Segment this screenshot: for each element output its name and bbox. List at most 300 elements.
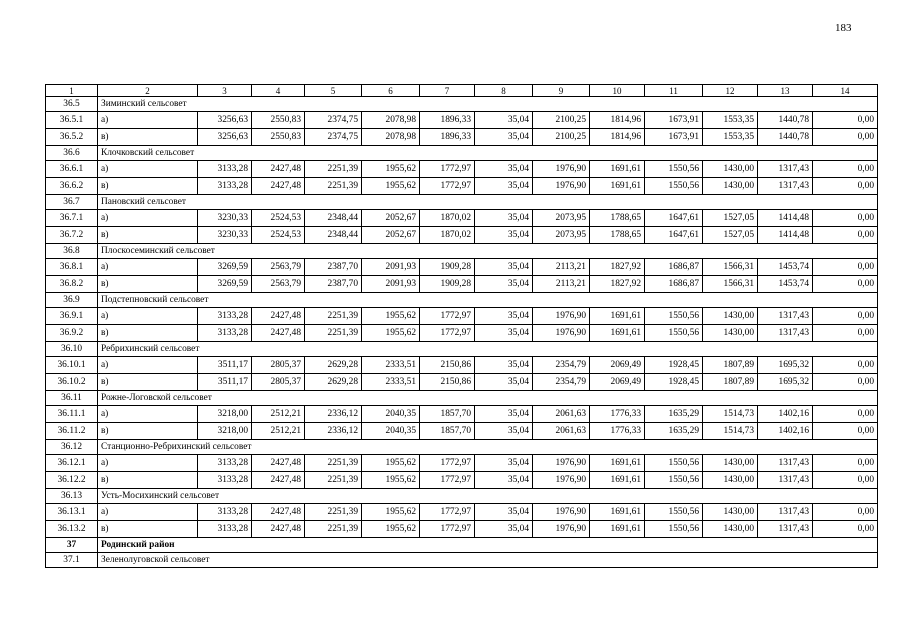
value-cell: 0,00 xyxy=(813,308,878,325)
value-cell: 1955,62 xyxy=(362,472,420,489)
table-row xyxy=(46,406,878,423)
value-cell: 2354,79 xyxy=(533,374,590,391)
value-cell: 2427,48 xyxy=(252,325,305,342)
value-cell: 1776,33 xyxy=(590,406,645,423)
value-cell: 3230,33 xyxy=(198,227,252,244)
value-cell: 1772,97 xyxy=(420,161,475,178)
section-name-cell: Подстепновский сельсовет xyxy=(98,293,878,308)
value-cell: 35,04 xyxy=(475,129,533,146)
value-cell: 1807,89 xyxy=(703,374,758,391)
row-label-cell: в) xyxy=(98,374,198,391)
value-cell: 3133,28 xyxy=(198,455,252,472)
value-cell: 0,00 xyxy=(813,521,878,538)
value-cell: 3133,28 xyxy=(198,325,252,342)
value-cell: 0,00 xyxy=(813,374,878,391)
row-label-cell: а) xyxy=(98,504,198,521)
value-cell: 0,00 xyxy=(813,472,878,489)
section-code-cell: 36.9 xyxy=(46,293,98,308)
value-cell: 2061,63 xyxy=(533,423,590,440)
value-cell: 1976,90 xyxy=(533,161,590,178)
value-cell: 1955,62 xyxy=(362,455,420,472)
value-cell: 3133,28 xyxy=(198,504,252,521)
value-cell: 0,00 xyxy=(813,112,878,129)
value-cell: 2052,67 xyxy=(362,227,420,244)
row-code-cell: 36.7.2 xyxy=(46,227,98,244)
value-cell: 2078,98 xyxy=(362,129,420,146)
value-cell: 2040,35 xyxy=(362,406,420,423)
value-cell: 1317,43 xyxy=(758,521,813,538)
value-cell: 1430,00 xyxy=(703,521,758,538)
table-row xyxy=(46,161,878,178)
value-cell: 1955,62 xyxy=(362,178,420,195)
table-row xyxy=(46,112,878,129)
section-code-cell: 36.13 xyxy=(46,489,98,504)
table-row xyxy=(46,227,878,244)
row-code-cell: 36.13.1 xyxy=(46,504,98,521)
value-cell: 2251,39 xyxy=(305,472,362,489)
section-code-cell: 36.5 xyxy=(46,97,98,112)
value-cell: 1976,90 xyxy=(533,521,590,538)
table-row xyxy=(46,308,878,325)
section-header-row xyxy=(46,146,878,161)
value-cell: 1909,28 xyxy=(420,259,475,276)
value-cell: 3256,63 xyxy=(198,112,252,129)
value-cell: 1430,00 xyxy=(703,504,758,521)
column-number-cell: 5 xyxy=(305,85,362,97)
value-cell: 2563,79 xyxy=(252,259,305,276)
row-label-cell: а) xyxy=(98,406,198,423)
row-code-cell: 36.9.1 xyxy=(46,308,98,325)
value-cell: 2100,25 xyxy=(533,112,590,129)
value-cell: 1772,97 xyxy=(420,521,475,538)
value-cell: 2251,39 xyxy=(305,178,362,195)
value-cell: 2387,70 xyxy=(305,276,362,293)
value-cell: 1440,78 xyxy=(758,129,813,146)
table-row xyxy=(46,276,878,293)
value-cell: 1695,32 xyxy=(758,357,813,374)
section-header-row xyxy=(46,195,878,210)
value-cell: 2550,83 xyxy=(252,112,305,129)
value-cell: 2251,39 xyxy=(305,455,362,472)
value-cell: 1909,28 xyxy=(420,276,475,293)
value-cell: 1317,43 xyxy=(758,504,813,521)
value-cell: 2348,44 xyxy=(305,210,362,227)
value-cell: 35,04 xyxy=(475,325,533,342)
value-cell: 1955,62 xyxy=(362,325,420,342)
value-cell: 2805,37 xyxy=(252,357,305,374)
value-cell: 2427,48 xyxy=(252,161,305,178)
value-cell: 1647,61 xyxy=(645,227,703,244)
value-cell: 3133,28 xyxy=(198,521,252,538)
value-cell: 2052,67 xyxy=(362,210,420,227)
value-cell: 1440,78 xyxy=(758,112,813,129)
value-cell: 35,04 xyxy=(475,423,533,440)
value-cell: 1827,92 xyxy=(590,259,645,276)
section-name-cell: Зиминский сельсовет xyxy=(98,97,878,112)
value-cell: 2336,12 xyxy=(305,406,362,423)
value-cell: 0,00 xyxy=(813,325,878,342)
value-cell: 3133,28 xyxy=(198,308,252,325)
value-cell: 35,04 xyxy=(475,308,533,325)
value-cell: 3133,28 xyxy=(198,178,252,195)
value-cell: 1430,00 xyxy=(703,178,758,195)
value-cell: 1976,90 xyxy=(533,472,590,489)
value-cell: 2113,21 xyxy=(533,276,590,293)
value-cell: 1514,73 xyxy=(703,406,758,423)
value-cell: 1430,00 xyxy=(703,472,758,489)
value-cell: 1772,97 xyxy=(420,455,475,472)
value-cell: 0,00 xyxy=(813,504,878,521)
value-cell: 1317,43 xyxy=(758,472,813,489)
value-cell: 1955,62 xyxy=(362,521,420,538)
section-name-cell: Станционно-Ребрихинский сельсовет xyxy=(98,440,878,455)
value-cell: 1691,61 xyxy=(590,178,645,195)
value-cell: 1776,33 xyxy=(590,423,645,440)
row-label-cell: в) xyxy=(98,325,198,342)
row-code-cell: 36.10.1 xyxy=(46,357,98,374)
table-row xyxy=(46,357,878,374)
value-cell: 1550,56 xyxy=(645,504,703,521)
column-number-cell: 6 xyxy=(362,85,420,97)
value-cell: 3256,63 xyxy=(198,129,252,146)
value-cell: 2251,39 xyxy=(305,521,362,538)
value-cell: 1553,35 xyxy=(703,112,758,129)
value-cell: 1430,00 xyxy=(703,325,758,342)
value-cell: 0,00 xyxy=(813,259,878,276)
value-cell: 3133,28 xyxy=(198,472,252,489)
value-cell: 2073,95 xyxy=(533,210,590,227)
column-number-cell: 12 xyxy=(703,85,758,97)
section-header-row xyxy=(46,244,878,259)
row-code-cell: 36.6.1 xyxy=(46,161,98,178)
row-label-cell: в) xyxy=(98,472,198,489)
value-cell: 2091,93 xyxy=(362,276,420,293)
value-cell: 1453,74 xyxy=(758,259,813,276)
value-cell: 1317,43 xyxy=(758,178,813,195)
section-name-cell: Рожне-Логовской сельсовет xyxy=(98,391,878,406)
table-row xyxy=(46,472,878,489)
value-cell: 2387,70 xyxy=(305,259,362,276)
section-name-cell: Родинский район xyxy=(98,538,878,553)
value-cell: 2251,39 xyxy=(305,308,362,325)
value-cell: 35,04 xyxy=(475,521,533,538)
section-header-row xyxy=(46,293,878,308)
column-number-cell: 8 xyxy=(475,85,533,97)
row-label-cell: в) xyxy=(98,521,198,538)
value-cell: 2113,21 xyxy=(533,259,590,276)
value-cell: 1788,65 xyxy=(590,227,645,244)
section-header-row xyxy=(46,553,878,568)
value-cell: 1691,61 xyxy=(590,161,645,178)
value-cell: 2251,39 xyxy=(305,325,362,342)
section-code-cell: 36.11 xyxy=(46,391,98,406)
table-row xyxy=(46,455,878,472)
value-cell: 1402,16 xyxy=(758,423,813,440)
row-code-cell: 36.11.2 xyxy=(46,423,98,440)
value-cell: 35,04 xyxy=(475,161,533,178)
value-cell: 35,04 xyxy=(475,455,533,472)
value-cell: 0,00 xyxy=(813,406,878,423)
value-cell: 1870,02 xyxy=(420,227,475,244)
value-cell: 35,04 xyxy=(475,276,533,293)
value-cell: 1686,87 xyxy=(645,276,703,293)
value-cell: 1414,48 xyxy=(758,227,813,244)
value-cell: 3511,17 xyxy=(198,357,252,374)
section-name-cell: Ребрихинский сельсовет xyxy=(98,342,878,357)
row-label-cell: в) xyxy=(98,129,198,146)
table-row xyxy=(46,504,878,521)
value-cell: 3133,28 xyxy=(198,161,252,178)
value-cell: 1772,97 xyxy=(420,472,475,489)
value-cell: 35,04 xyxy=(475,112,533,129)
value-cell: 1691,61 xyxy=(590,472,645,489)
column-number-cell: 3 xyxy=(198,85,252,97)
table-row xyxy=(46,259,878,276)
value-cell: 1566,31 xyxy=(703,259,758,276)
value-cell: 3511,17 xyxy=(198,374,252,391)
value-cell: 1317,43 xyxy=(758,325,813,342)
value-cell: 1550,56 xyxy=(645,161,703,178)
value-cell: 2427,48 xyxy=(252,455,305,472)
value-cell: 1691,61 xyxy=(590,521,645,538)
value-cell: 1870,02 xyxy=(420,210,475,227)
value-cell: 2427,48 xyxy=(252,178,305,195)
row-code-cell: 36.6.2 xyxy=(46,178,98,195)
value-cell: 0,00 xyxy=(813,178,878,195)
region-header-row xyxy=(46,538,878,553)
column-number-header xyxy=(46,85,878,97)
value-cell: 0,00 xyxy=(813,227,878,244)
value-cell: 2427,48 xyxy=(252,504,305,521)
value-cell: 3230,33 xyxy=(198,210,252,227)
value-cell: 2333,51 xyxy=(362,374,420,391)
value-cell: 1686,87 xyxy=(645,259,703,276)
value-cell: 1317,43 xyxy=(758,161,813,178)
section-code-cell: 36.8 xyxy=(46,244,98,259)
value-cell: 1955,62 xyxy=(362,504,420,521)
value-cell: 2427,48 xyxy=(252,308,305,325)
value-cell: 0,00 xyxy=(813,455,878,472)
value-cell: 35,04 xyxy=(475,178,533,195)
section-code-cell: 37.1 xyxy=(46,553,98,568)
column-number-cell: 2 xyxy=(98,85,198,97)
column-number-cell: 1 xyxy=(46,85,98,97)
value-cell: 35,04 xyxy=(475,472,533,489)
value-cell: 2150,86 xyxy=(420,357,475,374)
value-cell: 1673,91 xyxy=(645,129,703,146)
value-cell: 2512,21 xyxy=(252,423,305,440)
value-cell: 1691,61 xyxy=(590,455,645,472)
column-number-cell: 13 xyxy=(758,85,813,97)
value-cell: 2354,79 xyxy=(533,357,590,374)
value-cell: 35,04 xyxy=(475,357,533,374)
section-code-cell: 36.10 xyxy=(46,342,98,357)
value-cell: 2073,95 xyxy=(533,227,590,244)
row-label-cell: а) xyxy=(98,357,198,374)
table-row xyxy=(46,423,878,440)
table-row xyxy=(46,129,878,146)
row-label-cell: в) xyxy=(98,227,198,244)
value-cell: 1772,97 xyxy=(420,308,475,325)
row-label-cell: а) xyxy=(98,161,198,178)
table-row xyxy=(46,178,878,195)
value-cell: 1691,61 xyxy=(590,325,645,342)
value-cell: 2040,35 xyxy=(362,423,420,440)
row-code-cell: 36.12.1 xyxy=(46,455,98,472)
value-cell: 1527,05 xyxy=(703,227,758,244)
row-code-cell: 36.5.2 xyxy=(46,129,98,146)
value-cell: 1857,70 xyxy=(420,406,475,423)
column-number-cell: 9 xyxy=(533,85,590,97)
value-cell: 2069,49 xyxy=(590,374,645,391)
value-cell: 1550,56 xyxy=(645,455,703,472)
value-cell: 2374,75 xyxy=(305,129,362,146)
value-cell: 0,00 xyxy=(813,161,878,178)
row-code-cell: 36.8.2 xyxy=(46,276,98,293)
column-number-cell: 11 xyxy=(645,85,703,97)
row-label-cell: а) xyxy=(98,259,198,276)
value-cell: 1635,29 xyxy=(645,406,703,423)
section-name-cell: Зеленолуговской сельсовет xyxy=(98,553,878,568)
value-cell: 1976,90 xyxy=(533,455,590,472)
value-cell: 1691,61 xyxy=(590,504,645,521)
value-cell: 1550,56 xyxy=(645,472,703,489)
row-code-cell: 36.13.2 xyxy=(46,521,98,538)
value-cell: 2251,39 xyxy=(305,161,362,178)
value-cell: 1807,89 xyxy=(703,357,758,374)
value-cell: 0,00 xyxy=(813,423,878,440)
section-name-cell: Клочковский сельсовет xyxy=(98,146,878,161)
value-cell: 2078,98 xyxy=(362,112,420,129)
value-cell: 2629,28 xyxy=(305,374,362,391)
value-cell: 1550,56 xyxy=(645,325,703,342)
value-cell: 1976,90 xyxy=(533,308,590,325)
column-number-cell: 10 xyxy=(590,85,645,97)
value-cell: 1814,96 xyxy=(590,112,645,129)
value-cell: 1414,48 xyxy=(758,210,813,227)
column-number-cell: 4 xyxy=(252,85,305,97)
value-cell: 1976,90 xyxy=(533,325,590,342)
section-name-cell: Плоскосеминский сельсовет xyxy=(98,244,878,259)
value-cell: 1896,33 xyxy=(420,112,475,129)
value-cell: 35,04 xyxy=(475,210,533,227)
section-header-row xyxy=(46,440,878,455)
value-cell: 2091,93 xyxy=(362,259,420,276)
value-cell: 1814,96 xyxy=(590,129,645,146)
row-label-cell: а) xyxy=(98,210,198,227)
section-name-cell: Пановский сельсовет xyxy=(98,195,878,210)
row-label-cell: в) xyxy=(98,178,198,195)
value-cell: 1695,32 xyxy=(758,374,813,391)
value-cell: 2550,83 xyxy=(252,129,305,146)
value-cell: 3218,00 xyxy=(198,406,252,423)
value-cell: 1550,56 xyxy=(645,308,703,325)
section-code-cell: 36.6 xyxy=(46,146,98,161)
value-cell: 2069,49 xyxy=(590,357,645,374)
value-cell: 2512,21 xyxy=(252,406,305,423)
value-cell: 2374,75 xyxy=(305,112,362,129)
value-cell: 1550,56 xyxy=(645,521,703,538)
value-cell: 3269,59 xyxy=(198,259,252,276)
row-code-cell: 36.8.1 xyxy=(46,259,98,276)
value-cell: 1976,90 xyxy=(533,504,590,521)
section-header-row xyxy=(46,342,878,357)
value-cell: 2150,86 xyxy=(420,374,475,391)
value-cell: 1566,31 xyxy=(703,276,758,293)
value-cell: 1691,61 xyxy=(590,308,645,325)
value-cell: 1635,29 xyxy=(645,423,703,440)
value-cell: 1673,91 xyxy=(645,112,703,129)
table-row xyxy=(46,325,878,342)
value-cell: 2333,51 xyxy=(362,357,420,374)
row-label-cell: а) xyxy=(98,112,198,129)
value-cell: 1928,45 xyxy=(645,374,703,391)
row-label-cell: в) xyxy=(98,276,198,293)
row-code-cell: 36.12.2 xyxy=(46,472,98,489)
row-label-cell: а) xyxy=(98,455,198,472)
value-cell: 1928,45 xyxy=(645,357,703,374)
table-body xyxy=(46,85,878,568)
value-cell: 1788,65 xyxy=(590,210,645,227)
table-row xyxy=(46,210,878,227)
value-cell: 2805,37 xyxy=(252,374,305,391)
value-cell: 2336,12 xyxy=(305,423,362,440)
value-cell: 2629,28 xyxy=(305,357,362,374)
value-cell: 1453,74 xyxy=(758,276,813,293)
value-cell: 1430,00 xyxy=(703,161,758,178)
value-cell: 1317,43 xyxy=(758,455,813,472)
value-cell: 2524,53 xyxy=(252,210,305,227)
value-cell: 1317,43 xyxy=(758,308,813,325)
value-cell: 1402,16 xyxy=(758,406,813,423)
value-cell: 1955,62 xyxy=(362,161,420,178)
value-cell: 2100,25 xyxy=(533,129,590,146)
section-code-cell: 37 xyxy=(46,538,98,553)
value-cell: 1527,05 xyxy=(703,210,758,227)
value-cell: 1976,90 xyxy=(533,178,590,195)
value-cell: 0,00 xyxy=(813,276,878,293)
value-cell: 0,00 xyxy=(813,129,878,146)
value-cell: 1827,92 xyxy=(590,276,645,293)
value-cell: 0,00 xyxy=(813,357,878,374)
value-cell: 2427,48 xyxy=(252,521,305,538)
section-code-cell: 36.12 xyxy=(46,440,98,455)
table-row xyxy=(46,521,878,538)
value-cell: 1772,97 xyxy=(420,178,475,195)
table-row xyxy=(46,374,878,391)
row-code-cell: 36.11.1 xyxy=(46,406,98,423)
section-header-row xyxy=(46,97,878,112)
value-cell: 1772,97 xyxy=(420,504,475,521)
tariff-table xyxy=(45,84,878,568)
value-cell: 2563,79 xyxy=(252,276,305,293)
page-number: 183 xyxy=(835,22,852,34)
column-number-cell: 14 xyxy=(813,85,878,97)
value-cell: 2524,53 xyxy=(252,227,305,244)
value-cell: 2348,44 xyxy=(305,227,362,244)
row-code-cell: 36.10.2 xyxy=(46,374,98,391)
value-cell: 1430,00 xyxy=(703,455,758,472)
value-cell: 1514,73 xyxy=(703,423,758,440)
value-cell: 0,00 xyxy=(813,210,878,227)
row-code-cell: 36.7.1 xyxy=(46,210,98,227)
value-cell: 2427,48 xyxy=(252,472,305,489)
value-cell: 1553,35 xyxy=(703,129,758,146)
value-cell: 1857,70 xyxy=(420,423,475,440)
section-header-row xyxy=(46,391,878,406)
value-cell: 35,04 xyxy=(475,259,533,276)
row-label-cell: в) xyxy=(98,423,198,440)
